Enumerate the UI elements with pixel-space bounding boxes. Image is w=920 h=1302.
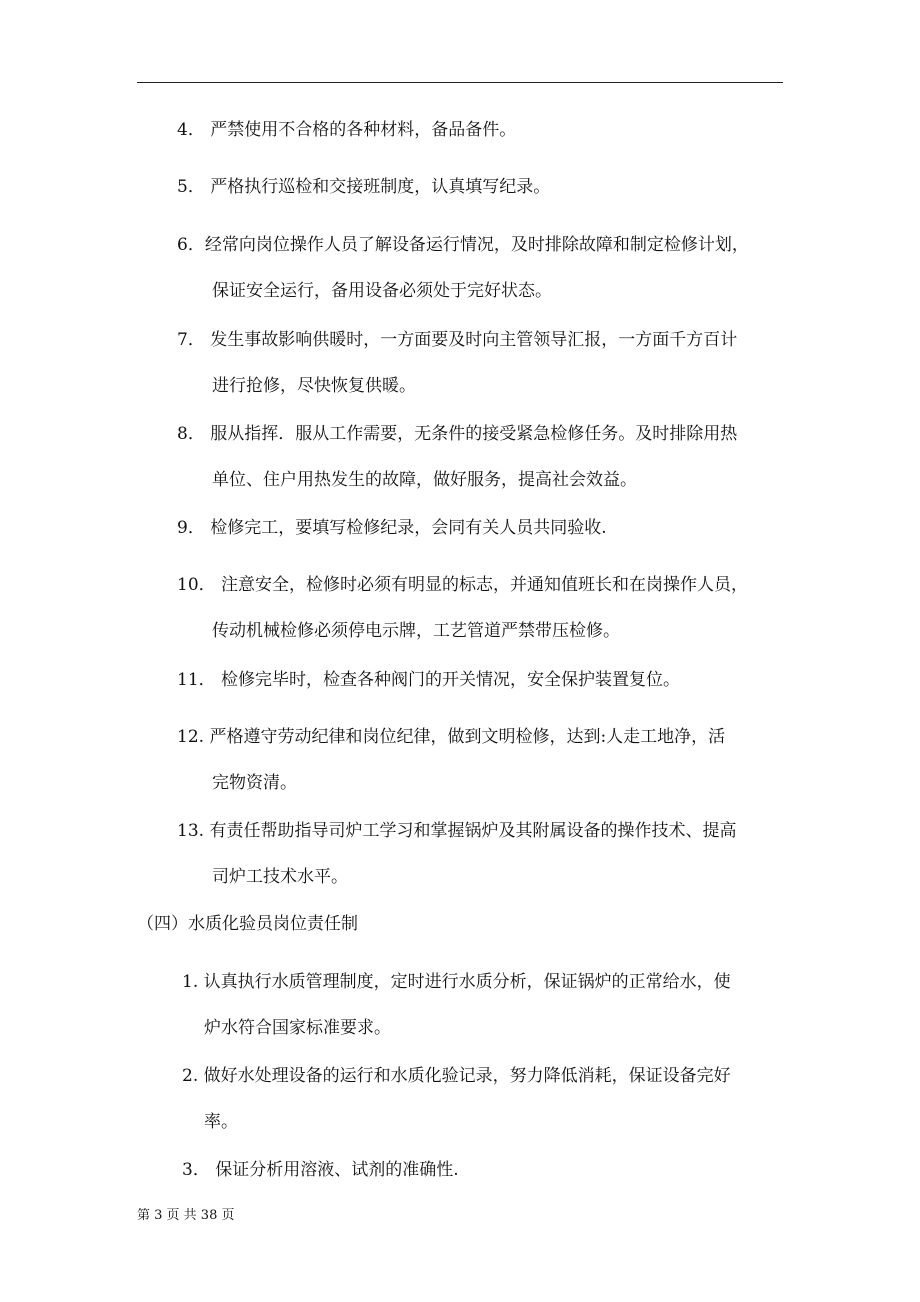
item-line: 3． 保证分析用溶液、试剂的准确性. xyxy=(182,1160,459,1180)
item-line: 4． 严禁使用不合格的各种材料，备品备件。 xyxy=(177,120,517,140)
list-item-5 xyxy=(177,164,550,210)
item-line: 完物资清。 xyxy=(212,773,297,793)
item-line: 1. 认真执行水质管理制度，定时进行水质分析，保证锅炉的正常给水，使 xyxy=(182,972,731,992)
item-line: 炉水符合国家标准要求。 xyxy=(204,1018,391,1038)
item-line: 11． 检修完毕时，检查各种阀门的开关情况，安全保护装置复位。 xyxy=(177,670,681,690)
item-line: 保证安全运行，备用设备必须处于完好状态。 xyxy=(212,281,552,301)
item-line: 7． 发生事故影响供暖时，一方面要及时向主管领导汇报，一方面千方百计 xyxy=(177,330,738,350)
list-item-8 xyxy=(177,411,737,503)
header-rule xyxy=(137,82,783,83)
list-item-6 xyxy=(177,222,749,314)
item-line: 2. 做好水处理设备的运行和水质化验记录，努力降低消耗，保证设备完好 xyxy=(182,1066,731,1086)
item-line: 12. 严格遵守劳动纪律和岗位纪律，做到文明检修，达到:人走工地净，活 xyxy=(177,727,726,747)
item-line: 9． 检修完工，要填写检修纪录，会同有关人员共同验收. xyxy=(177,518,607,538)
item-line: 单位、住户用热发生的故障，做好服务，提高社会效益。 xyxy=(212,470,637,490)
item-line: 司炉工技术水平。 xyxy=(212,867,348,887)
list-item-4 xyxy=(177,107,516,153)
list-item-10 xyxy=(177,562,748,654)
list-item-7 xyxy=(177,317,737,409)
list-item-13 xyxy=(177,808,736,900)
item-line: 率。 xyxy=(204,1112,238,1132)
item-line: 8． 服从指挥．服从工作需要，无条件的接受紧急检修任务。及时排除用热 xyxy=(177,424,738,444)
item-line: 10． 注意安全，检修时必须有明显的标志，并通知值班长和在岗操作人员， xyxy=(177,575,749,595)
section-title: （四）水质化验员岗位责任制 xyxy=(137,914,358,934)
item-line: 进行抢修，尽快恢复供暖。 xyxy=(212,376,416,396)
list-item-9 xyxy=(177,505,607,551)
section-item-1 xyxy=(182,959,731,1051)
item-line: 传动机械检修必须停电示牌，工艺管道严禁带压检修。 xyxy=(212,621,620,641)
page-number-footer: 第 3 页 共 38 页 xyxy=(137,1208,235,1223)
list-item-12 xyxy=(177,714,725,806)
item-line: 13. 有责任帮助指导司炉工学习和掌握锅炉及其附属设备的操作技术、提高 xyxy=(177,821,737,841)
item-line: 6．经常向岗位操作人员了解设备运行情况，及时排除故障和制定检修计划， xyxy=(177,235,749,255)
section-item-3 xyxy=(182,1147,459,1193)
item-line: 5． 严格执行巡检和交接班制度，认真填写纪录。 xyxy=(177,177,551,197)
section-item-2 xyxy=(182,1053,731,1145)
list-item-11 xyxy=(177,657,680,703)
